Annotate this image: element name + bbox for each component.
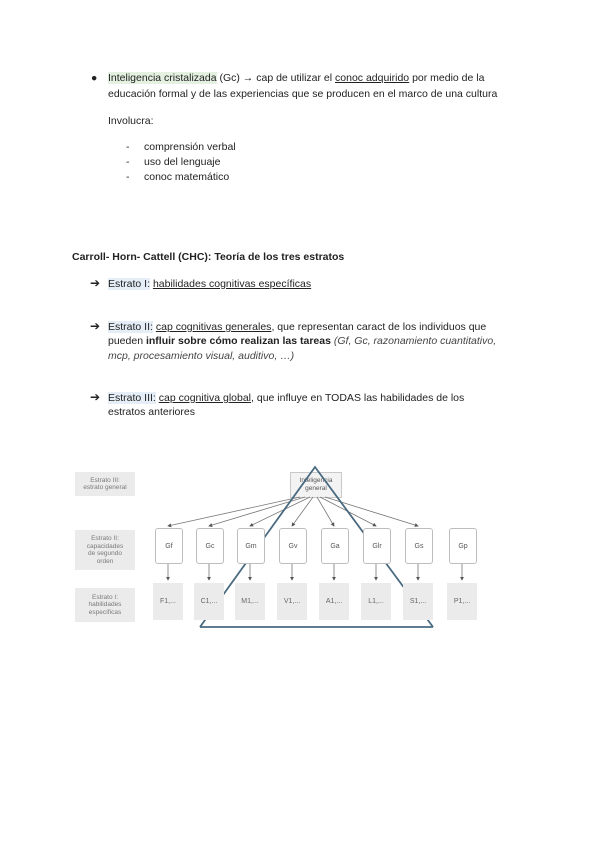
specific-ability-box: C1,...: [194, 583, 224, 620]
level-label-estrato-3: Estrato III: estrato general: [75, 472, 135, 496]
estrato-2-line-3: mcp, procesamiento visual, auditivo, …): [108, 350, 295, 362]
list-item: conoc matemático: [144, 171, 230, 183]
list-item: comprensión verbal: [144, 141, 236, 153]
list-item: uso del lenguaje: [144, 156, 221, 168]
specific-ability-box: S1,...: [403, 583, 433, 620]
second-order-box: Gp: [449, 528, 477, 564]
general-intelligence-box: Inteligencia general: [290, 472, 342, 498]
bullet-line-1: Inteligencia cristalizada (Gc) → cap de utilizar el conoc adquirido por medio de la: [108, 72, 485, 84]
estrato-1-line: Estrato I: habilidades cognitivas específicas: [108, 278, 312, 290]
second-order-box: Gs: [405, 528, 433, 564]
bullet-dot: ●: [91, 72, 98, 84]
second-order-box: Gc: [196, 528, 224, 564]
conoc-adquirido-text: conoc adquirido: [335, 72, 410, 84]
chc-diagram: [70, 462, 490, 637]
specific-ability-box: P1,...: [447, 583, 477, 620]
level-label-estrato-2: Estrato II: capacidades de segundo orden: [75, 530, 135, 570]
level-label-estrato-1: Estrato I: habilidades específicas: [75, 588, 135, 622]
second-order-box: Ga: [321, 528, 349, 564]
bullet-line-2: educación formal y de las experiencias que se producen en el marco de una cultura: [108, 88, 498, 100]
section-heading: Carroll- Horn- Cattell (CHC): Teoría de los tres estratos: [72, 251, 345, 263]
arrow-icon: ➔: [90, 319, 101, 333]
second-order-box: Gf: [155, 528, 183, 564]
involucra-label: Involucra:: [108, 115, 154, 127]
estrato-2-line-1: Estrato II: cap cognitivas generales, que representan caract de los individuos que: [108, 321, 487, 333]
specific-ability-box: V1,...: [277, 583, 307, 620]
second-order-box: Gm: [237, 528, 265, 564]
arrow-icon: ➔: [90, 276, 101, 290]
estrato-3-line-2: estratos anteriores: [108, 406, 195, 418]
specific-ability-box: L1,...: [361, 583, 391, 620]
specific-ability-box: M1,...: [235, 583, 265, 620]
second-order-box: Glr: [363, 528, 391, 564]
term-inteligencia-cristalizada: Inteligencia cristalizada: [108, 72, 217, 84]
dash-item: -: [126, 156, 130, 168]
estrato-2-line-2: pueden influir sobre cómo realizan las tareas (Gf, Gc, razonamiento cuantitativo,: [108, 335, 497, 347]
dash-item: -: [126, 171, 130, 183]
second-order-box: Gv: [279, 528, 307, 564]
estrato-3-line-1: Estrato III: cap cognitiva global, que influye en TODAS las habilidades de los: [108, 392, 465, 404]
specific-ability-box: A1,...: [319, 583, 349, 620]
dash-item: -: [126, 141, 130, 153]
arrow-icon: ➔: [90, 390, 101, 404]
specific-ability-box: F1,...: [153, 583, 183, 620]
